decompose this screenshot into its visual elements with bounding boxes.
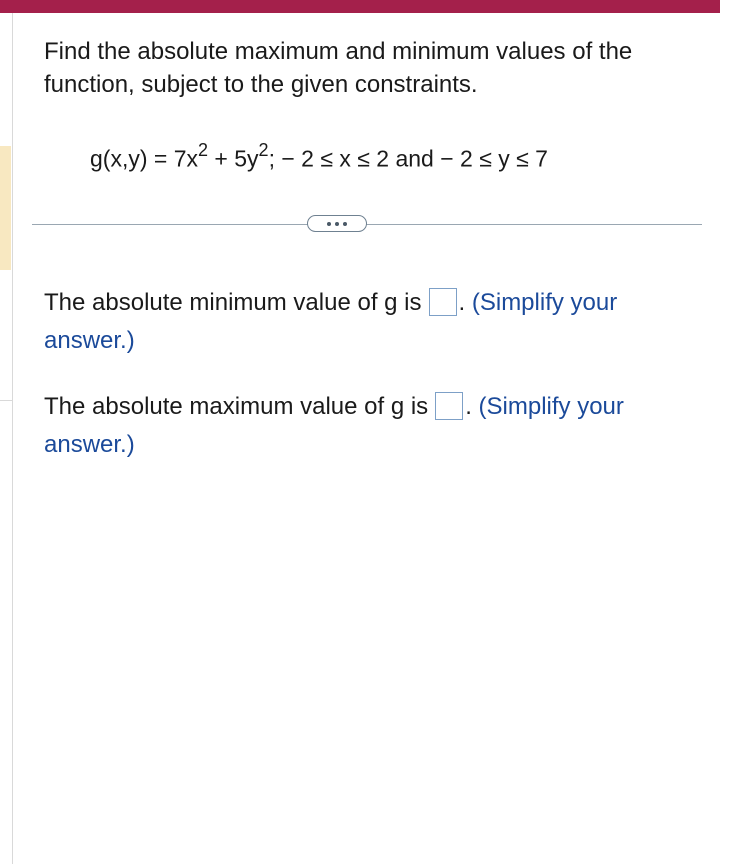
maximum-prompt: The absolute maximum value of g is <box>44 393 429 420</box>
expand-button[interactable] <box>307 215 367 232</box>
equation-lhs: g(x,y) = 7x <box>90 145 199 172</box>
left-border <box>12 13 13 864</box>
maximum-period: . <box>465 393 472 420</box>
header-bar <box>0 0 720 13</box>
minimum-answer-row <box>44 284 704 360</box>
side-tab <box>0 146 11 270</box>
maximum-answer-input[interactable] <box>435 392 463 420</box>
question-text: Find the absolute maximum and minimum values of the function, subject to the given constraints. <box>44 38 633 98</box>
equation-exponent-x: 2 <box>198 140 209 160</box>
minimum-hint: (Simplify your answer.) <box>44 289 618 354</box>
function-equation <box>90 134 548 177</box>
equation-constraints: ; − 2 ≤ x ≤ 2 and − 2 ≤ y ≤ 7 <box>268 145 548 172</box>
minimum-answer-input[interactable] <box>429 288 457 316</box>
section-divider <box>32 224 702 225</box>
minimum-prompt: The absolute minimum value of g is <box>44 289 422 316</box>
equation-exponent-y: 2 <box>258 140 269 160</box>
maximum-hint: (Simplify your answer.) <box>44 393 624 458</box>
equation-middle: + 5y <box>208 145 259 172</box>
maximum-answer-row <box>44 388 704 464</box>
ellipsis-icon <box>343 222 347 226</box>
side-tick <box>0 400 12 401</box>
ellipsis-icon <box>327 222 331 226</box>
ellipsis-icon <box>335 222 339 226</box>
minimum-period: . <box>458 289 466 316</box>
